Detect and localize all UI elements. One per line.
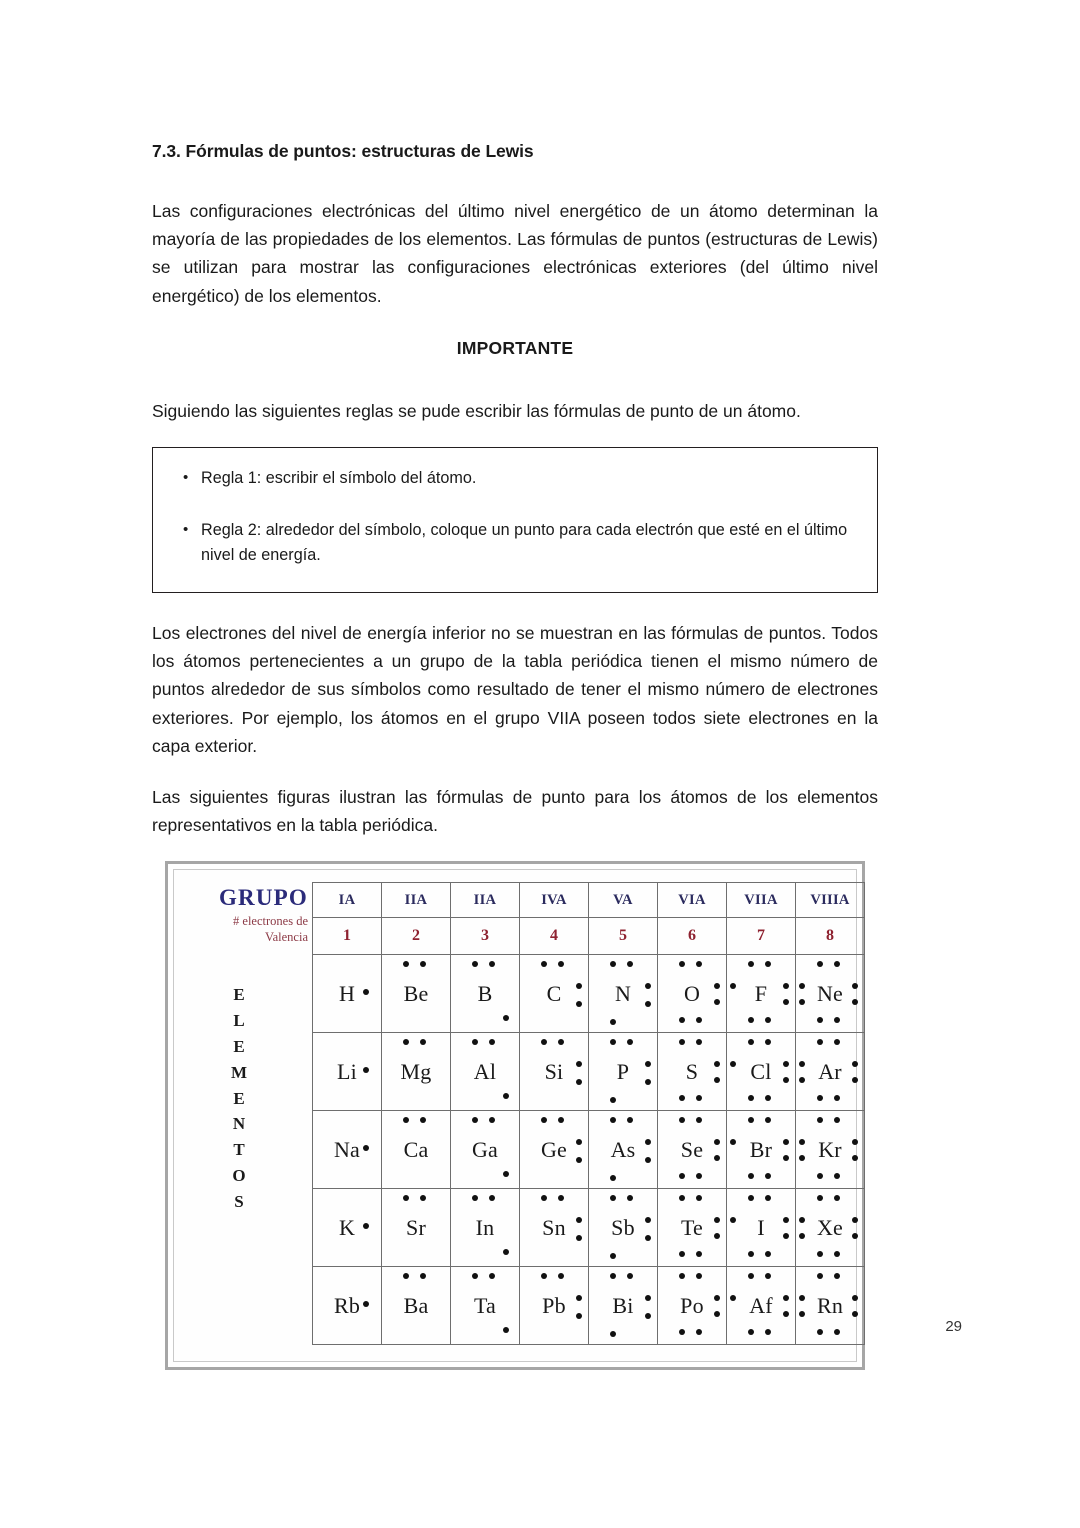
- element-symbol: Ga: [471, 1136, 499, 1162]
- lewis-structure-Ba: [382, 1271, 450, 1341]
- valence-electron-dot: [834, 1173, 840, 1179]
- group-header-5: VA: [589, 883, 658, 918]
- valence-electron-dot: [765, 1273, 771, 1279]
- lewis-structure-Mg: [382, 1037, 450, 1107]
- valence-electron-dot: [748, 1173, 754, 1179]
- valence-electron-dot: [679, 961, 685, 967]
- lewis-cell-Te: [658, 1189, 727, 1267]
- rule-2-text: Regla 2: alrededor del símbolo, coloque un punto para cada electrón que esté en el último nivel de energía.: [201, 520, 848, 564]
- valence-count-6: 6: [658, 918, 727, 955]
- valence-electron-dot: [748, 1017, 754, 1023]
- element-symbol: Si: [544, 1058, 564, 1084]
- lewis-structure-B: [451, 959, 519, 1029]
- valence-electron-dot: [748, 1329, 754, 1335]
- valence-electron-dot: [489, 1117, 495, 1123]
- lewis-cell-Br: [727, 1111, 796, 1189]
- valence-electron-dot: [610, 961, 616, 967]
- valence-electron-dot: [472, 961, 478, 967]
- lewis-cell-Kr: [796, 1111, 865, 1189]
- lewis-cell-Sb: [589, 1189, 658, 1267]
- lewis-cell-K: [313, 1189, 382, 1267]
- important-label: IMPORTANTE: [456, 338, 574, 359]
- figure-inner-frame: [173, 869, 857, 1362]
- element-symbol: S: [685, 1058, 699, 1084]
- element-symbol: H: [338, 980, 356, 1006]
- lewis-structure-Ca: [382, 1115, 450, 1185]
- lewis-cell-Pb: [520, 1267, 589, 1345]
- valence-electron-dot: [696, 1173, 702, 1179]
- element-symbol: Li: [337, 1058, 357, 1084]
- valence-electron-dot: [610, 1331, 616, 1337]
- valence-electron-dot: [403, 1117, 409, 1123]
- valence-electron-dot: [679, 1251, 685, 1257]
- lewis-structure-Ta: [451, 1271, 519, 1341]
- valence-electron-dot: [834, 1095, 840, 1101]
- elementos-letter: E: [233, 1036, 245, 1056]
- element-symbol: Ne: [816, 980, 844, 1006]
- lewis-structure-Ne: [796, 959, 864, 1029]
- list-item: [175, 466, 855, 491]
- lewis-structure-Te: [658, 1193, 726, 1263]
- element-symbol: Mg: [400, 1058, 432, 1084]
- valence-electron-dot: [489, 1273, 495, 1279]
- lewis-cell-Al: [451, 1033, 520, 1111]
- lewis-structure-Ga: [451, 1115, 519, 1185]
- lewis-dot-table: [312, 882, 865, 1345]
- valence-electron-dot: [503, 1015, 509, 1021]
- valence-electron-dot: [503, 1171, 509, 1177]
- element-symbol: Ta: [473, 1292, 497, 1318]
- lewis-structure-F: [727, 959, 795, 1029]
- valence-electron-dot: [748, 1039, 754, 1045]
- elementos-letter: N: [232, 1114, 246, 1134]
- table-header-row: [313, 883, 865, 918]
- element-symbol: F: [754, 980, 768, 1006]
- page-title: 7.3. Fórmulas de puntos: estructuras de Lewis: [152, 141, 534, 161]
- valence-electron-dot: [472, 1039, 478, 1045]
- valence-electron-dot: [420, 1039, 426, 1045]
- lewis-structure-Cl: [727, 1037, 795, 1107]
- valence-electron-dot: [817, 1251, 823, 1257]
- table-row: [313, 1267, 865, 1345]
- bullet-icon: •: [183, 520, 189, 538]
- element-symbol: P: [616, 1058, 630, 1084]
- lewis-structure-C: [520, 959, 588, 1029]
- element-symbol: Ar: [818, 1058, 842, 1084]
- valence-electron-dot: [817, 1273, 823, 1279]
- valence-count-4: 4: [520, 918, 589, 955]
- valence-count-5: 5: [589, 918, 658, 955]
- valence-electron-dot: [834, 1017, 840, 1023]
- valence-electron-dot: [472, 1117, 478, 1123]
- valence-electron-dot: [748, 1117, 754, 1123]
- valence-electron-dot: [679, 1195, 685, 1201]
- valence-electron-dot: [541, 1039, 547, 1045]
- valence-electron-dot: [403, 1039, 409, 1045]
- lewis-cell-As: [589, 1111, 658, 1189]
- lewis-structure-Af: [727, 1271, 795, 1341]
- lewis-cell-Ar: [796, 1033, 865, 1111]
- elementos-letter: E: [233, 1088, 245, 1108]
- figure-left-labels: [184, 882, 312, 1345]
- valence-electron-dot: [696, 1273, 702, 1279]
- lewis-structure-I: [727, 1193, 795, 1263]
- group-header-7: VIIA: [727, 883, 796, 918]
- lewis-structure-S: [658, 1037, 726, 1107]
- elementos-letter: O: [232, 1166, 246, 1185]
- valence-electron-dot: [817, 1039, 823, 1045]
- group-header-6: VIA: [658, 883, 727, 918]
- valence-electron-dot: [610, 1195, 616, 1201]
- valence-electron-dot: [679, 1273, 685, 1279]
- valence-electron-dot: [817, 1173, 823, 1179]
- valence-electron-dot: [834, 1117, 840, 1123]
- lewis-cell-Be: [382, 955, 451, 1033]
- element-symbol: O: [683, 980, 701, 1006]
- element-symbol: Sn: [542, 1214, 566, 1240]
- lewis-cell-Ta: [451, 1267, 520, 1345]
- valence-electron-dot: [817, 961, 823, 967]
- lewis-structure-Sr: [382, 1193, 450, 1263]
- lewis-structure-Be: [382, 959, 450, 1029]
- element-symbol: Rb: [333, 1292, 361, 1318]
- element-symbol: Pb: [542, 1292, 566, 1318]
- valence-electron-dot: [748, 961, 754, 967]
- valence-electron-dot: [765, 1251, 771, 1257]
- valence-electron-dot: [541, 961, 547, 967]
- element-symbol: Be: [403, 980, 429, 1006]
- valence-electron-dot: [541, 1195, 547, 1201]
- elementos-letter: T: [233, 1140, 245, 1160]
- valence-count-2: 2: [382, 918, 451, 955]
- element-symbol: As: [610, 1136, 636, 1162]
- valence-electron-dot: [696, 1329, 702, 1335]
- lewis-cell-Li: [313, 1033, 382, 1111]
- elementos-letter: S: [234, 1191, 244, 1211]
- element-symbol: N: [614, 980, 632, 1006]
- element-symbol: Ge: [540, 1136, 568, 1162]
- element-symbol: Sr: [406, 1214, 426, 1240]
- valence-electron-dot: [765, 1017, 771, 1023]
- element-symbol: Al: [473, 1058, 497, 1084]
- valence-electron-dot: [748, 1195, 754, 1201]
- table-row: [313, 1111, 865, 1189]
- valence-electron-dot: [817, 1017, 823, 1023]
- valence-electron-dot: [420, 1195, 426, 1201]
- group-header-3: IIA: [451, 883, 520, 918]
- valence-electron-dot: [489, 1195, 495, 1201]
- lewis-cell-S: [658, 1033, 727, 1111]
- lewis-cell-Sn: [520, 1189, 589, 1267]
- lewis-structure-Ar: [796, 1037, 864, 1107]
- valence-electron-dot: [627, 1195, 633, 1201]
- valence-electron-dot: [817, 1195, 823, 1201]
- lewis-cell-Si: [520, 1033, 589, 1111]
- valence-electron-dot: [558, 961, 564, 967]
- valence-electron-dot: [420, 961, 426, 967]
- table-row: [313, 1189, 865, 1267]
- valence-electron-dot: [610, 1117, 616, 1123]
- lewis-structure-Br: [727, 1115, 795, 1185]
- lewis-cell-Ca: [382, 1111, 451, 1189]
- valence-electron-dot: [679, 1017, 685, 1023]
- lewis-cell-I: [727, 1189, 796, 1267]
- table-row: [313, 955, 865, 1033]
- lewis-structure-Po: [658, 1271, 726, 1341]
- lewis-cell-Ga: [451, 1111, 520, 1189]
- valence-electron-dot: [503, 1249, 509, 1255]
- rules-box: [152, 447, 878, 592]
- lewis-cell-Af: [727, 1267, 796, 1345]
- bullet-icon: •: [183, 469, 189, 487]
- lewis-cell-Rb: [313, 1267, 382, 1345]
- group-header-2: IIA: [382, 883, 451, 918]
- valence-electron-dot: [817, 1095, 823, 1101]
- group-header-1: IA: [313, 883, 382, 918]
- lewis-cell-Na: [313, 1111, 382, 1189]
- valence-electron-dot: [627, 1117, 633, 1123]
- table-valence-row: [313, 918, 865, 955]
- valence-electron-dot: [679, 1173, 685, 1179]
- element-symbol: I: [757, 1214, 765, 1240]
- valence-electron-dot: [610, 1097, 616, 1103]
- lewis-cell-Mg: [382, 1033, 451, 1111]
- paragraph-figure-intro: Las siguientes figuras ilustran las fórmulas de punto para los átomos de los elementos representativos en la tabla periódica.: [152, 786, 878, 835]
- grupo-header-block: [184, 882, 312, 956]
- lewis-structure-P: [589, 1037, 657, 1107]
- valence-electron-dot: [627, 1039, 633, 1045]
- lewis-structure-Li: [313, 1037, 381, 1107]
- lewis-cell-H: [313, 955, 382, 1033]
- valence-count-1: 1: [313, 918, 382, 955]
- valence-count-3: 3: [451, 918, 520, 955]
- valence-electron-dot: [765, 1039, 771, 1045]
- lewis-structure-Pb: [520, 1271, 588, 1341]
- lewis-cell-O: [658, 955, 727, 1033]
- valence-electron-dot: [748, 1095, 754, 1101]
- valence-electron-dot: [817, 1117, 823, 1123]
- lewis-cell-In: [451, 1189, 520, 1267]
- paragraph-groups: Los electrones del nivel de energía inferior no se muestran en las fórmulas de puntos. Todos los átomos pertenecientes a un grupo de la tabla periódica tienen el mismo número de puntos alrededor de sus símbolos como resultado de tener el mismo número de electrones exteriores. Por ejemplo, los átomos en el grupo VIIA poseen todos siete electrones en la capa exterior.: [152, 622, 878, 757]
- lewis-structure-Kr: [796, 1115, 864, 1185]
- lewis-cell-Se: [658, 1111, 727, 1189]
- element-symbol: Af: [749, 1292, 773, 1318]
- valence-electron-dot: [610, 1253, 616, 1259]
- lewis-structure-Rn: [796, 1271, 864, 1341]
- element-symbol: Po: [680, 1292, 704, 1318]
- valence-electron-dot: [558, 1039, 564, 1045]
- valence-electron-dot: [834, 1251, 840, 1257]
- lewis-structure-Rb: [313, 1271, 381, 1341]
- valence-electron-dot: [503, 1327, 509, 1333]
- element-symbol: C: [546, 980, 562, 1006]
- valence-electron-dot: [541, 1117, 547, 1123]
- element-symbol: In: [475, 1214, 495, 1240]
- elementos-letter: M: [230, 1062, 248, 1082]
- grupo-title: GRUPO: [218, 885, 308, 911]
- element-symbol: B: [477, 980, 493, 1006]
- valence-electron-dot: [834, 1329, 840, 1335]
- valence-electron-dot: [403, 961, 409, 967]
- lewis-structure-Sb: [589, 1193, 657, 1263]
- valence-electron-dot: [403, 1195, 409, 1201]
- valence-electron-dot: [696, 1039, 702, 1045]
- valence-electron-dot: [679, 1117, 685, 1123]
- element-symbol: Te: [680, 1214, 704, 1240]
- element-symbol: Bi: [612, 1292, 634, 1318]
- lewis-cell-Ge: [520, 1111, 589, 1189]
- lewis-structure-Na: [313, 1115, 381, 1185]
- valence-electron-dot: [610, 1039, 616, 1045]
- element-symbol: Ba: [403, 1292, 429, 1318]
- valence-electron-dot: [834, 961, 840, 967]
- lewis-structure-As: [589, 1115, 657, 1185]
- element-symbol: Se: [680, 1136, 704, 1162]
- valence-electron-dot: [696, 1251, 702, 1257]
- element-symbol: K: [338, 1214, 356, 1240]
- valence-electron-dot: [765, 1095, 771, 1101]
- group-header-4: IVA: [520, 883, 589, 918]
- valence-electron-dot: [696, 1117, 702, 1123]
- page-number: 29: [945, 1318, 962, 1335]
- valence-electron-dot: [558, 1273, 564, 1279]
- valence-electron-dot: [472, 1273, 478, 1279]
- valence-electron-dot: [610, 1175, 616, 1181]
- lewis-cell-Ba: [382, 1267, 451, 1345]
- valence-electron-dot: [420, 1117, 426, 1123]
- elementos-letter: L: [233, 1011, 245, 1031]
- valencia-label-line1: # electrones de: [233, 914, 308, 929]
- valence-electron-dot: [696, 1017, 702, 1023]
- valence-electron-dot: [627, 1273, 633, 1279]
- valence-electron-dot: [748, 1251, 754, 1257]
- list-item: [175, 518, 855, 568]
- valence-electron-dot: [696, 961, 702, 967]
- valence-electron-dot: [489, 961, 495, 967]
- elementos-vertical-label: [231, 982, 247, 1214]
- lewis-structure-O: [658, 959, 726, 1029]
- valence-count-7: 7: [727, 918, 796, 955]
- valence-electron-dot: [696, 1095, 702, 1101]
- lewis-cell-Ne: [796, 955, 865, 1033]
- lewis-cell-Xe: [796, 1189, 865, 1267]
- element-symbol: Br: [749, 1136, 773, 1162]
- lewis-cell-Cl: [727, 1033, 796, 1111]
- lewis-structure-Xe: [796, 1193, 864, 1263]
- lewis-structure-Bi: [589, 1271, 657, 1341]
- lewis-cell-P: [589, 1033, 658, 1111]
- elementos-letter: E: [233, 985, 245, 1005]
- valence-electron-dot: [834, 1039, 840, 1045]
- paragraph-intro: Las configuraciones electrónicas del último nivel energético de un átomo determinan la mayoría de las propiedades de los elementos. Las fórmulas de puntos (estructuras de Lewis) se utilizan para mostrar las configuraciones electrónicas exteriores (del último nivel energético) de los elementos.: [152, 200, 878, 306]
- lewis-cell-Rn: [796, 1267, 865, 1345]
- lewis-structure-N: [589, 959, 657, 1029]
- valence-electron-dot: [765, 1173, 771, 1179]
- valence-electron-dot: [817, 1329, 823, 1335]
- lewis-cell-Po: [658, 1267, 727, 1345]
- element-symbol: Sb: [611, 1214, 635, 1240]
- valence-electron-dot: [403, 1273, 409, 1279]
- valence-electron-dot: [834, 1195, 840, 1201]
- figure-outer-frame: [165, 861, 865, 1370]
- valence-electron-dot: [541, 1273, 547, 1279]
- valence-electron-dot: [627, 961, 633, 967]
- lewis-cell-Sr: [382, 1189, 451, 1267]
- valence-electron-dot: [489, 1039, 495, 1045]
- valence-electron-dot: [765, 1195, 771, 1201]
- valence-electron-dot: [748, 1273, 754, 1279]
- valence-electron-dot: [765, 1117, 771, 1123]
- valence-electron-dot: [472, 1195, 478, 1201]
- page-content: [152, 140, 878, 1370]
- valence-electron-dot: [420, 1273, 426, 1279]
- valence-electron-dot: [503, 1093, 509, 1099]
- lewis-structure-K: [313, 1193, 381, 1263]
- lewis-structure-Al: [451, 1037, 519, 1107]
- lewis-structure-Si: [520, 1037, 588, 1107]
- lewis-cell-F: [727, 955, 796, 1033]
- element-symbol: Rn: [816, 1292, 844, 1318]
- valence-electron-dot: [696, 1195, 702, 1201]
- valence-electron-dot: [834, 1273, 840, 1279]
- element-symbol: Xe: [816, 1214, 844, 1240]
- valence-electron-dot: [679, 1039, 685, 1045]
- lewis-cell-B: [451, 955, 520, 1033]
- table-row: [313, 1033, 865, 1111]
- valence-electron-dot: [558, 1195, 564, 1201]
- paragraph-rules-intro: Siguiendo las siguientes reglas se pude escribir las fórmulas de punto de un átomo.: [152, 401, 801, 422]
- lewis-structure-Ge: [520, 1115, 588, 1185]
- lewis-cell-N: [589, 955, 658, 1033]
- valencia-label: [233, 914, 308, 945]
- rule-1-text: Regla 1: escribir el símbolo del átomo.: [201, 469, 477, 488]
- element-symbol: Ca: [403, 1136, 429, 1162]
- lewis-structure-In: [451, 1193, 519, 1263]
- valence-electron-dot: [765, 961, 771, 967]
- element-symbol: Na: [333, 1136, 361, 1162]
- elementos-label-column: [184, 956, 312, 1345]
- lewis-structure-Sn: [520, 1193, 588, 1263]
- lewis-cell-C: [520, 955, 589, 1033]
- lewis-structure-H: [313, 959, 381, 1029]
- valence-count-8: 8: [796, 918, 865, 955]
- element-symbol: Cl: [750, 1058, 772, 1084]
- valence-electron-dot: [765, 1329, 771, 1335]
- valencia-label-line2: Valencia: [264, 929, 308, 944]
- valence-electron-dot: [610, 1019, 616, 1025]
- group-header-8: VIIIA: [796, 883, 865, 918]
- lewis-figure: [152, 861, 878, 1370]
- valence-electron-dot: [679, 1095, 685, 1101]
- valence-electron-dot: [610, 1273, 616, 1279]
- valence-electron-dot: [679, 1329, 685, 1335]
- element-symbol: Kr: [818, 1136, 842, 1162]
- lewis-cell-Bi: [589, 1267, 658, 1345]
- lewis-structure-Se: [658, 1115, 726, 1185]
- valence-electron-dot: [558, 1117, 564, 1123]
